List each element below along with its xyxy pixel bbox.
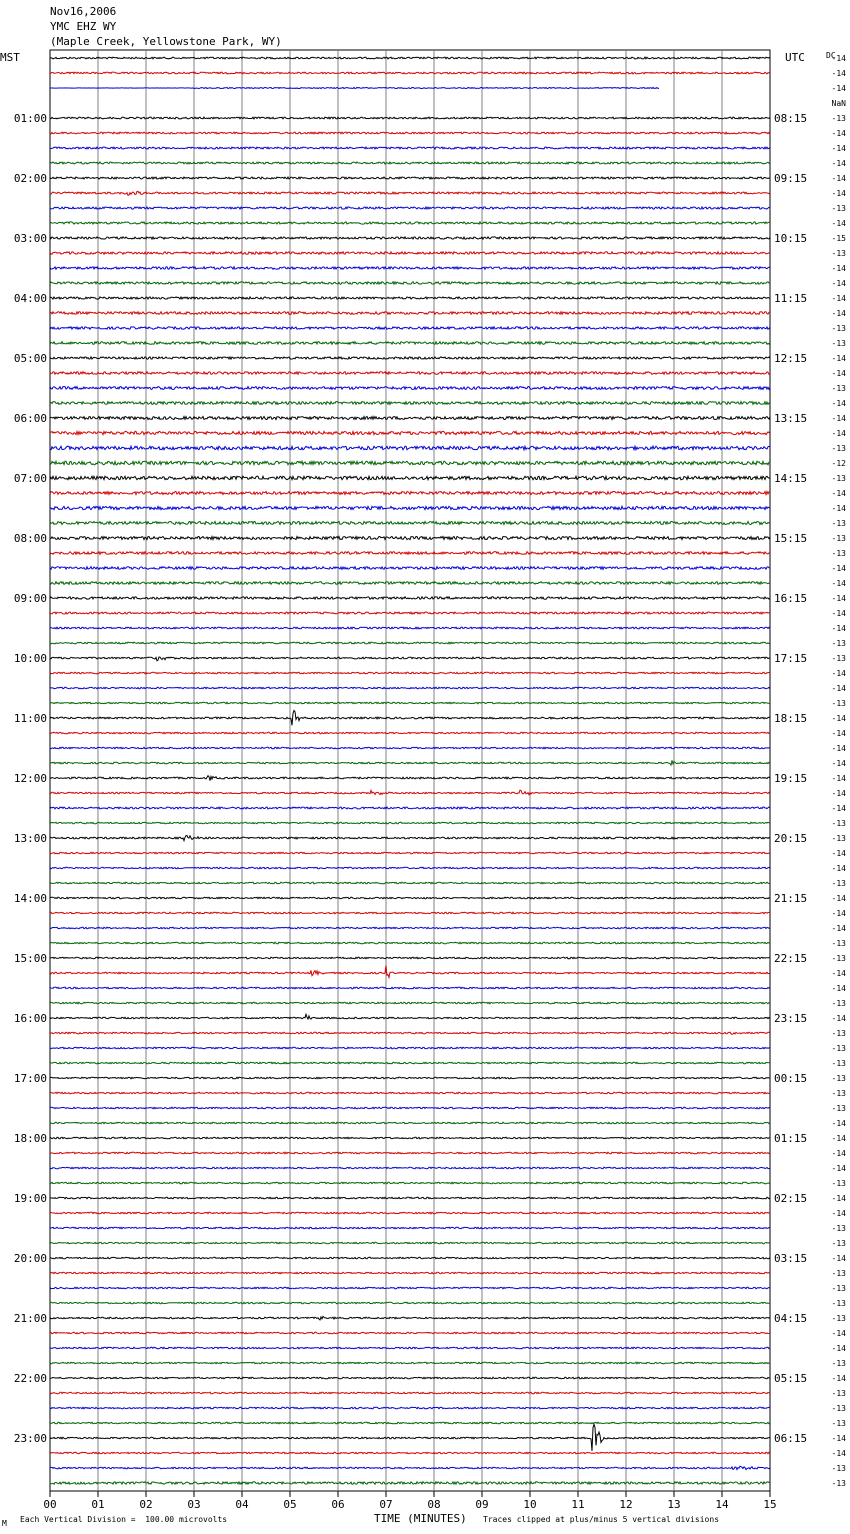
trace-row-2 bbox=[50, 88, 659, 89]
trace-rows bbox=[50, 57, 770, 1484]
dc-offset-value: -14 bbox=[831, 1254, 846, 1263]
dc-offset-value: -14 bbox=[831, 129, 846, 138]
dc-offset-value: -13 bbox=[831, 939, 846, 948]
dc-offset-value: -14 bbox=[831, 504, 846, 513]
clip-note: Traces clipped at plus/minus 5 vertical divisions bbox=[483, 1515, 720, 1524]
utc-hour-label: 15:15 bbox=[774, 532, 808, 545]
mst-hour-label: 12:00 bbox=[13, 772, 47, 785]
trace-row-71 bbox=[50, 1122, 770, 1124]
trace-row-25 bbox=[50, 431, 770, 434]
trace-row-23 bbox=[50, 402, 770, 405]
dc-offset-value: -14 bbox=[831, 789, 846, 798]
scale-note: Each Vertical Division = 100.00 microvolts bbox=[20, 1515, 228, 1524]
dc-offset-value: -14 bbox=[831, 264, 846, 273]
x-axis bbox=[43, 1491, 776, 1511]
utc-hour-label: 19:15 bbox=[774, 772, 808, 785]
trace-row-60 bbox=[50, 957, 770, 959]
trace-row-26 bbox=[50, 446, 770, 450]
mst-hour-label: 07:00 bbox=[13, 472, 47, 485]
dc-offset-value: -13 bbox=[831, 1239, 846, 1248]
trace-row-64 bbox=[50, 1014, 770, 1019]
dc-offset-value: -13 bbox=[831, 1029, 846, 1038]
x-tick-label: 01 bbox=[91, 1498, 105, 1511]
trace-row-41 bbox=[50, 672, 770, 674]
dc-offset-value: -13 bbox=[831, 1314, 846, 1323]
dc-offset-value: -13 bbox=[831, 1044, 846, 1053]
utc-hour-label: 16:15 bbox=[774, 592, 808, 605]
dc-offset-value: -14 bbox=[831, 1374, 846, 1383]
utc-hour-label: 05:15 bbox=[774, 1372, 808, 1385]
x-tick-label: 03 bbox=[187, 1498, 201, 1511]
utc-hour-label: 18:15 bbox=[774, 712, 808, 725]
trace-row-70 bbox=[50, 1107, 770, 1109]
mst-hour-label: 11:00 bbox=[13, 712, 47, 725]
trace-row-80 bbox=[50, 1257, 770, 1259]
mst-hour-label: 01:00 bbox=[13, 112, 47, 125]
mst-hour-label: 06:00 bbox=[13, 412, 47, 425]
mst-hour-label: 23:00 bbox=[13, 1432, 47, 1445]
trace-row-54 bbox=[50, 867, 770, 869]
x-tick-label: 15 bbox=[763, 1498, 777, 1511]
utc-hour-label: 10:15 bbox=[774, 232, 808, 245]
dc-offset-value: -14 bbox=[831, 1209, 846, 1218]
trace-row-86 bbox=[50, 1347, 770, 1349]
trace-row-18 bbox=[50, 327, 770, 329]
utc-axis-label: UTC bbox=[785, 51, 805, 64]
trace-row-16 bbox=[50, 297, 770, 299]
trace-row-29 bbox=[50, 492, 770, 495]
mst-hour-label: 19:00 bbox=[13, 1192, 47, 1205]
utc-hour-label: 22:15 bbox=[774, 952, 808, 965]
dc-offset-value: -13 bbox=[831, 819, 846, 828]
trace-row-81 bbox=[50, 1272, 770, 1274]
dc-offset-value: -13 bbox=[831, 999, 846, 1008]
dc-offset-value: -14 bbox=[831, 804, 846, 813]
trace-row-62 bbox=[50, 987, 770, 989]
mst-hour-label: 05:00 bbox=[13, 352, 47, 365]
dc-offset-value: -13 bbox=[831, 204, 846, 213]
dc-offset-value: -14 bbox=[831, 894, 846, 903]
dc-offset-value: -14 bbox=[831, 729, 846, 738]
dc-offset-value: -14 bbox=[831, 1149, 846, 1158]
utc-hour-label: 17:15 bbox=[774, 652, 808, 665]
trace-row-20 bbox=[50, 357, 770, 359]
dc-offset-value: -13 bbox=[831, 1299, 846, 1308]
utc-hour-label: 02:15 bbox=[774, 1192, 808, 1205]
trace-row-56 bbox=[50, 897, 770, 899]
dc-offset-value: -13 bbox=[831, 519, 846, 528]
dc-offset-value: -14 bbox=[831, 744, 846, 753]
utc-hour-label: 08:15 bbox=[774, 112, 808, 125]
dc-offset-value: -14 bbox=[831, 924, 846, 933]
trace-row-0 bbox=[50, 57, 770, 59]
dc-offset-value: -13 bbox=[831, 384, 846, 393]
x-tick-label: 04 bbox=[235, 1498, 249, 1511]
trace-row-83 bbox=[50, 1302, 770, 1304]
dc-offset-value: -14 bbox=[831, 564, 846, 573]
utc-hour-label: 01:15 bbox=[774, 1132, 808, 1145]
dc-offset-value: -14 bbox=[831, 429, 846, 438]
trace-row-10 bbox=[50, 207, 770, 209]
trace-row-9 bbox=[50, 191, 770, 195]
trace-row-45 bbox=[50, 732, 770, 734]
x-tick-label: 08 bbox=[427, 1498, 441, 1511]
x-axis-title: TIME (MINUTES) bbox=[374, 1512, 467, 1525]
dc-offset-value: -14 bbox=[831, 1014, 846, 1023]
utc-hour-label: 12:15 bbox=[774, 352, 808, 365]
dc-offset-value: NaN bbox=[831, 99, 846, 108]
dc-offset-value: -14 bbox=[831, 774, 846, 783]
trace-row-22 bbox=[50, 387, 770, 390]
mst-hour-label: 15:00 bbox=[13, 952, 47, 965]
dc-offset-value: -14 bbox=[831, 624, 846, 633]
dc-offset-value: -13 bbox=[831, 1224, 846, 1233]
trace-row-49 bbox=[50, 790, 770, 795]
dc-offset-value: -14 bbox=[831, 219, 846, 228]
trace-row-5 bbox=[50, 132, 770, 134]
mst-hour-label: 17:00 bbox=[13, 1072, 47, 1085]
mst-hour-label: 20:00 bbox=[13, 1252, 47, 1265]
dc-offset-value: -13 bbox=[831, 1179, 846, 1188]
dc-offset-value: -13 bbox=[831, 834, 846, 843]
dc-offset-labels bbox=[832, 54, 847, 1488]
dc-offset-value: -14 bbox=[831, 984, 846, 993]
dc-offset-value: -13 bbox=[831, 444, 846, 453]
dc-offset-value: -13 bbox=[831, 1089, 846, 1098]
trace-row-50 bbox=[50, 807, 770, 809]
dc-offset-value: -13 bbox=[831, 114, 846, 123]
trace-row-36 bbox=[50, 597, 770, 599]
trace-row-74 bbox=[50, 1167, 770, 1169]
trace-row-79 bbox=[50, 1242, 770, 1244]
dc-offset-value: -14 bbox=[831, 414, 846, 423]
mst-time-labels bbox=[14, 112, 47, 1445]
mst-hour-label: 04:00 bbox=[13, 292, 47, 305]
trace-row-35 bbox=[50, 582, 770, 585]
dc-offset-value: -14 bbox=[831, 1434, 846, 1443]
trace-row-93 bbox=[50, 1452, 770, 1454]
x-tick-label: 07 bbox=[379, 1498, 393, 1511]
dc-offset-value: -14 bbox=[831, 189, 846, 198]
trace-row-32 bbox=[50, 537, 770, 540]
trace-row-55 bbox=[50, 882, 770, 884]
dc-offset-value: -13 bbox=[831, 1464, 846, 1473]
dc-offset-value: -14 bbox=[831, 1134, 846, 1143]
trace-row-65 bbox=[50, 1032, 770, 1034]
mst-hour-label: 13:00 bbox=[13, 832, 47, 845]
date-label: Nov16,2006 bbox=[50, 5, 117, 18]
dc-offset-value: -14 bbox=[831, 849, 846, 858]
mst-hour-label: 03:00 bbox=[13, 232, 47, 245]
dc-offset-value: -14 bbox=[831, 309, 846, 318]
dc-offset-value: -14 bbox=[831, 1329, 846, 1338]
trace-row-14 bbox=[50, 267, 770, 269]
dc-offset-value: -14 bbox=[831, 579, 846, 588]
utc-hour-label: 00:15 bbox=[774, 1072, 808, 1085]
utc-hour-label: 14:15 bbox=[774, 472, 808, 485]
trace-row-88 bbox=[50, 1377, 770, 1379]
dc-offset-value: -13 bbox=[831, 1059, 846, 1068]
x-tick-label: 10 bbox=[523, 1498, 537, 1511]
trace-row-31 bbox=[50, 522, 770, 525]
trace-row-37 bbox=[50, 612, 770, 614]
corner-mark: M bbox=[2, 1519, 7, 1528]
dc-offset-value: -14 bbox=[831, 759, 846, 768]
trace-row-87 bbox=[50, 1362, 770, 1364]
trace-row-94 bbox=[50, 1466, 770, 1469]
dc-offset-value: -14 bbox=[831, 1449, 846, 1458]
dc-offset-value: -13 bbox=[831, 1104, 846, 1113]
dc-offset-value: -15 bbox=[831, 234, 846, 243]
x-tick-label: 06 bbox=[331, 1498, 345, 1511]
dc-offset-value: -14 bbox=[831, 684, 846, 693]
dc-offset-value: -14 bbox=[831, 609, 846, 618]
utc-hour-label: 03:15 bbox=[774, 1252, 808, 1265]
location-label: (Maple Creek, Yellowstone Park, WY) bbox=[50, 35, 282, 48]
trace-row-90 bbox=[50, 1407, 770, 1409]
mst-hour-label: 18:00 bbox=[13, 1132, 47, 1145]
dc-offset-value: -13 bbox=[831, 699, 846, 708]
dc-offset-value: -13 bbox=[831, 1359, 846, 1368]
dc-offset-value: -13 bbox=[831, 549, 846, 558]
utc-hour-label: 06:15 bbox=[774, 1432, 808, 1445]
mst-axis-label: MST bbox=[0, 51, 20, 64]
trace-row-73 bbox=[50, 1152, 770, 1154]
trace-row-92 bbox=[50, 1424, 770, 1451]
trace-row-34 bbox=[50, 567, 770, 570]
dc-offset-value: -13 bbox=[831, 879, 846, 888]
utc-hour-label: 23:15 bbox=[774, 1012, 808, 1025]
trace-row-40 bbox=[50, 657, 770, 661]
dc-offset-value: -14 bbox=[831, 174, 846, 183]
trace-row-42 bbox=[50, 687, 770, 689]
trace-row-75 bbox=[50, 1182, 770, 1184]
dc-offset-value: -14 bbox=[831, 69, 846, 78]
dc-offset-value: -14 bbox=[831, 399, 846, 408]
dc-offset-value: -14 bbox=[831, 369, 846, 378]
plot-frame bbox=[50, 50, 770, 1491]
trace-row-13 bbox=[50, 252, 770, 254]
utc-hour-label: 04:15 bbox=[774, 1312, 808, 1325]
utc-hour-label: 09:15 bbox=[774, 172, 808, 185]
mst-hour-label: 22:00 bbox=[13, 1372, 47, 1385]
trace-row-6 bbox=[50, 147, 770, 149]
x-tick-label: 00 bbox=[43, 1498, 57, 1511]
trace-row-63 bbox=[50, 1002, 770, 1004]
dc-offset-value: -13 bbox=[831, 474, 846, 483]
utc-hour-label: 13:15 bbox=[774, 412, 808, 425]
mst-hour-label: 14:00 bbox=[13, 892, 47, 905]
dc-offset-value: -13 bbox=[831, 1404, 846, 1413]
dc-offset-value: -14 bbox=[831, 1194, 846, 1203]
trace-row-30 bbox=[50, 506, 770, 509]
dc-offset-value: -14 bbox=[831, 1344, 846, 1353]
trace-row-66 bbox=[50, 1047, 770, 1049]
dc-offset-value: -14 bbox=[831, 489, 846, 498]
trace-row-39 bbox=[50, 642, 770, 644]
mst-hour-label: 10:00 bbox=[13, 652, 47, 665]
trace-row-17 bbox=[50, 312, 770, 315]
dc-offset-value: -13 bbox=[831, 639, 846, 648]
trace-row-24 bbox=[50, 417, 770, 420]
x-tick-label: 13 bbox=[667, 1498, 681, 1511]
trace-row-27 bbox=[50, 461, 770, 465]
trace-row-51 bbox=[50, 822, 770, 824]
trace-row-72 bbox=[50, 1137, 770, 1139]
x-tick-label: 02 bbox=[139, 1498, 153, 1511]
trace-row-15 bbox=[50, 282, 770, 284]
dc-offset-value: -13 bbox=[831, 1419, 846, 1428]
trace-row-1 bbox=[50, 72, 770, 74]
trace-row-68 bbox=[50, 1077, 770, 1079]
dc-offset-value: -14 bbox=[831, 354, 846, 363]
utc-hour-label: 11:15 bbox=[774, 292, 808, 305]
mst-hour-label: 02:00 bbox=[13, 172, 47, 185]
x-tick-label: 12 bbox=[619, 1498, 633, 1511]
x-tick-label: 05 bbox=[283, 1498, 297, 1511]
dc-offset-value: -14 bbox=[831, 864, 846, 873]
trace-row-46 bbox=[50, 747, 770, 749]
dc-offset-value: -14 bbox=[831, 159, 846, 168]
trace-row-28 bbox=[50, 476, 770, 480]
utc-hour-label: 21:15 bbox=[774, 892, 808, 905]
trace-row-91 bbox=[50, 1422, 770, 1424]
dc-offset-value: -13 bbox=[831, 534, 846, 543]
x-tick-label: 14 bbox=[715, 1498, 729, 1511]
dc-offset-value: -13 bbox=[831, 1389, 846, 1398]
dc-offset-value: -14 bbox=[831, 594, 846, 603]
x-tick-label: 11 bbox=[571, 1498, 585, 1511]
trace-row-84 bbox=[50, 1316, 770, 1320]
dc-offset-value: -12 bbox=[831, 459, 846, 468]
trace-row-59 bbox=[50, 942, 770, 944]
dc-offset-value: -14 bbox=[831, 714, 846, 723]
minute-grid bbox=[50, 50, 770, 1491]
dc-offset-value: -13 bbox=[831, 324, 846, 333]
trace-row-48 bbox=[50, 776, 770, 781]
dc-header-label: DC bbox=[826, 51, 836, 60]
dc-offset-value: -14 bbox=[831, 1164, 846, 1173]
utc-time-labels bbox=[774, 112, 807, 1445]
dc-offset-value: -13 bbox=[831, 1284, 846, 1293]
trace-row-52 bbox=[50, 836, 770, 841]
dc-offset-value: -14 bbox=[831, 1119, 846, 1128]
trace-row-58 bbox=[50, 927, 770, 929]
trace-row-85 bbox=[50, 1332, 770, 1334]
trace-row-82 bbox=[50, 1287, 770, 1289]
trace-row-19 bbox=[50, 342, 770, 345]
mst-hour-label: 08:00 bbox=[13, 532, 47, 545]
trace-row-33 bbox=[50, 552, 770, 555]
dc-offset-value: -13 bbox=[831, 1074, 846, 1083]
dc-offset-value: -13 bbox=[831, 1479, 846, 1488]
dc-offset-value: -14 bbox=[831, 144, 846, 153]
trace-row-76 bbox=[50, 1197, 770, 1199]
dc-offset-value: -14 bbox=[831, 969, 846, 978]
trace-row-4 bbox=[50, 117, 770, 119]
dc-offset-value: -14 bbox=[831, 84, 846, 93]
mst-hour-label: 21:00 bbox=[13, 1312, 47, 1325]
trace-row-89 bbox=[50, 1392, 770, 1394]
trace-row-78 bbox=[50, 1227, 770, 1229]
dc-offset-value: -14 bbox=[831, 294, 846, 303]
trace-row-61 bbox=[50, 966, 770, 978]
dc-offset-value: -14 bbox=[831, 279, 846, 288]
dc-offset-value: -13 bbox=[831, 339, 846, 348]
trace-row-53 bbox=[50, 852, 770, 854]
x-tick-label: 09 bbox=[475, 1498, 489, 1511]
trace-row-69 bbox=[50, 1092, 770, 1094]
utc-hour-label: 20:15 bbox=[774, 832, 808, 845]
dc-offset-value: -14 bbox=[831, 669, 846, 678]
dc-offset-value: -13 bbox=[831, 654, 846, 663]
trace-row-7 bbox=[50, 162, 770, 164]
dc-offset-value: -13 bbox=[831, 249, 846, 258]
trace-row-44 bbox=[50, 711, 770, 726]
trace-row-8 bbox=[50, 177, 770, 179]
station-label: YMC EHZ WY bbox=[50, 20, 117, 33]
mst-hour-label: 09:00 bbox=[13, 592, 47, 605]
trace-row-47 bbox=[50, 760, 770, 765]
mst-hour-label: 16:00 bbox=[13, 1012, 47, 1025]
trace-row-12 bbox=[50, 237, 770, 239]
trace-row-11 bbox=[50, 222, 770, 224]
trace-row-21 bbox=[50, 372, 770, 375]
dc-offset-value: -14 bbox=[831, 909, 846, 918]
dc-offset-value: -13 bbox=[831, 1269, 846, 1278]
trace-row-67 bbox=[50, 1062, 770, 1064]
trace-row-95 bbox=[50, 1482, 770, 1484]
trace-row-38 bbox=[50, 627, 770, 629]
trace-row-43 bbox=[50, 702, 770, 704]
dc-offset-value: -13 bbox=[831, 954, 846, 963]
trace-row-77 bbox=[50, 1212, 770, 1214]
dc-offset-value: -14 bbox=[831, 54, 846, 63]
trace-row-57 bbox=[50, 912, 770, 914]
